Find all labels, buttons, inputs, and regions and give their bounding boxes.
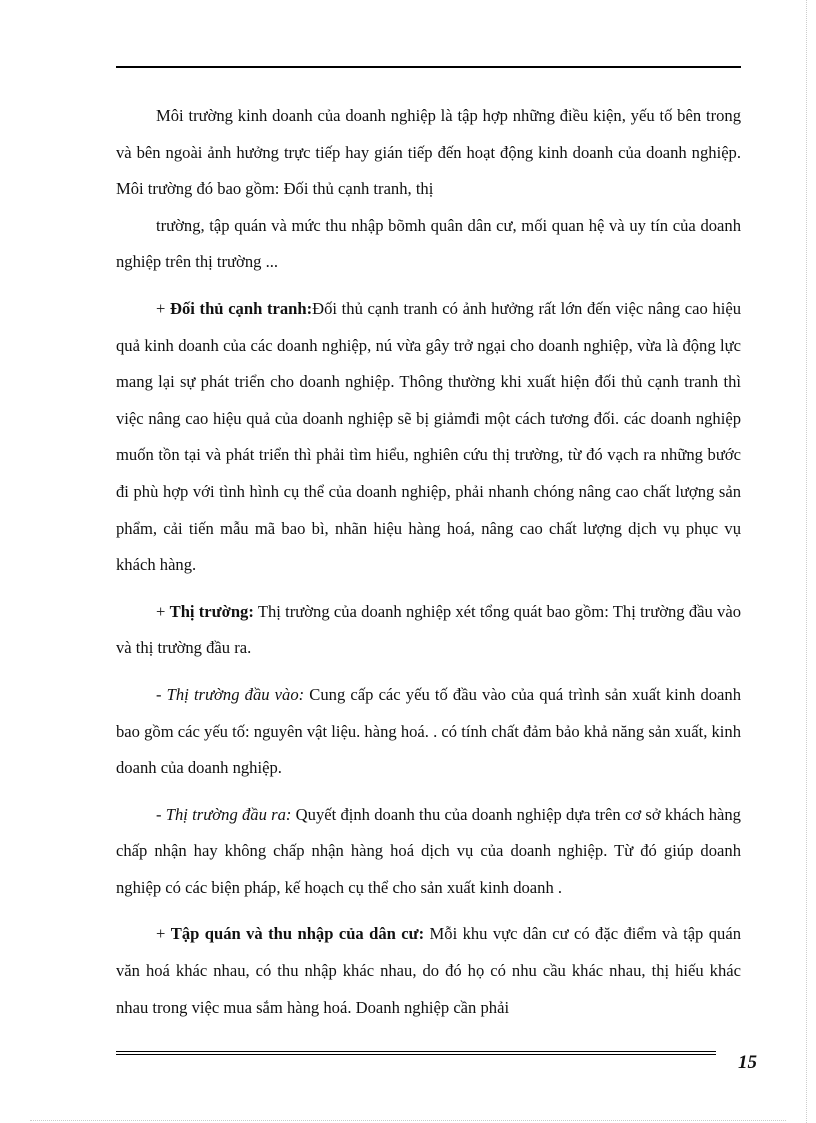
footer-rule-bottom bbox=[116, 1054, 716, 1055]
paragraph-business-environment-cont: trường, tập quán và mức thu nhập bõmh quân dân cư, mối quan hệ và uy tín của doanh nghiệp trên thị trường ... bbox=[116, 215, 741, 272]
footer-rule-top bbox=[116, 1051, 716, 1052]
page-edge-bottom bbox=[30, 1120, 786, 1121]
paragraph-competitors: + Đối thủ cạnh tranh:Đối thủ cạnh tranh có ảnh hưởng rất lớn đến việc nâng cao hiệu quả kinh doanh của các doanh nghiệp, nú vừa gây trở ngại cho doanh nghiệp, vừa là động lực mang lại sự phát triển cho doanh nghiệp. Thông thường khi xuất hiện đối thủ cạnh tranh thì việc nâng cao hiệu quả của doanh nghiệp sẽ bị giảmđi một cách tương đối. các doanh nghiệp muốn tồn tại và phát triển thì phải tìm hiểu, nghiên cứu thị trường, từ đó vạch ra những bước đi phù hợp với tình hình cụ thể của doanh nghiệp, phải nhanh chóng nâng cao chất lượng sản phẩm, cải tiến mẫu mã bao bì, nhãn hiệu hàng hoá, nâng cao chất lượng dịch vụ phục vụ khách hàng. bbox=[116, 298, 742, 575]
paragraph-output-market: - Thị trường đầu ra: Quyết định doanh thu của doanh nghiệp dựa trên cơ sở khách hàng chấp nhận hay không chấp nhận hàng hoá dịch vụ của doanh nghiệp. Từ đó giúp doanh nghiệp có các biện pháp, kế hoạch cụ thể cho sản xuất kinh doanh . bbox=[116, 804, 741, 897]
page-edge-right bbox=[806, 0, 807, 1123]
header-rule bbox=[116, 66, 741, 68]
paragraph-customs-income: + Tập quán và thu nhập của dân cư: Mỗi khu vực dân cư có đặc điểm và tập quán văn hoá khác nhau, có thu nhập khác nhau, do đó họ có nhu cầu khác nhau, thị hiếu khác nhau trong việc mua sắm hàng hoá. Doanh nghiệp cần phải bbox=[116, 924, 742, 1017]
heading-customs-income: Tập quán và thu nhập của dân cư: bbox=[170, 924, 425, 944]
heading-output-market: Thị trường đầu ra: bbox=[165, 804, 292, 824]
heading-market: Thị trường: bbox=[169, 601, 254, 621]
paragraph-business-environment: Môi trường kinh doanh của doanh nghiệp là tập hợp những điều kiện, yếu tố bên trong và bên ngoài ảnh hưởng trực tiếp hay gián tiếp đến hoạt động kinh doanh của doanh nghiệp. Môi trường đó bao gồm: Đối thủ cạnh tranh, thị bbox=[116, 106, 741, 199]
page-body bbox=[116, 98, 741, 1026]
heading-competitors: Đối thủ cạnh tranh: bbox=[170, 298, 313, 318]
page-number: 15 bbox=[738, 1052, 757, 1073]
heading-input-market: Thị trường đầu vào: bbox=[166, 684, 305, 704]
paragraph-market: + Thị trường: Thị trường của doanh nghiệp xét tổng quát bao gồm: Thị trường đầu vào và thị trường đầu ra. bbox=[116, 601, 741, 658]
paragraph-input-market: - Thị trường đầu vào: Cung cấp các yếu tố đầu vào của quá trình sản xuất kinh doanh bao gồm các yếu tố: nguyên vật liệu. hàng hoá. . có tính chất đảm bảo khả năng sản xuất, kinh doanh của doanh nghiệp. bbox=[116, 684, 742, 778]
